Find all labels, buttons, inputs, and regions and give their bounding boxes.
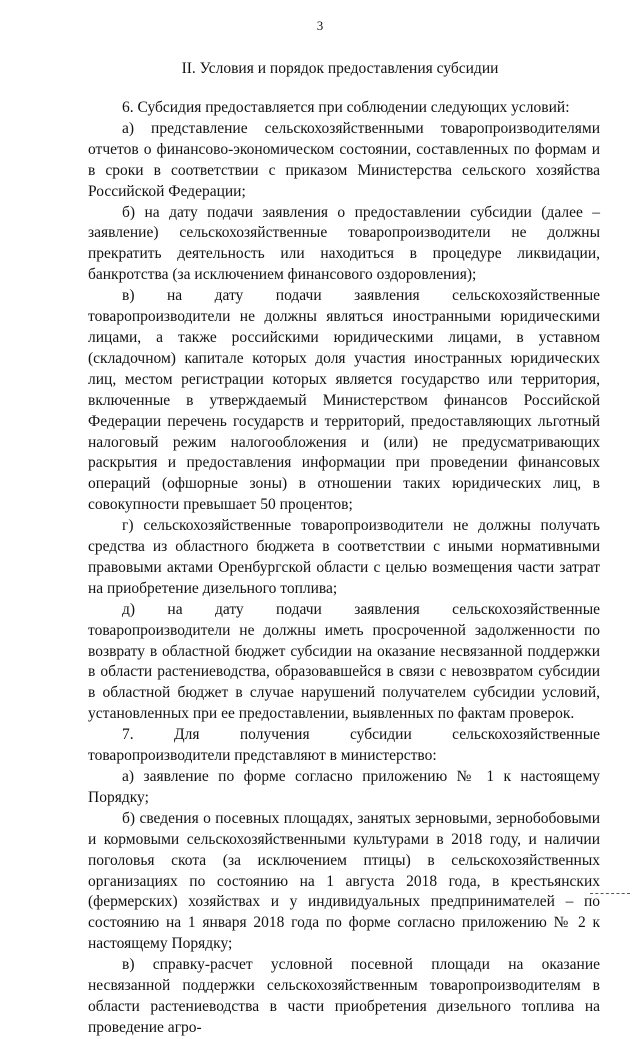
- paragraph-7v: в) справку-расчет условной посевной площади на оказание несвязанной поддержки сельскохозяйственным товаропроизводителям в области растениеводства в части приобретения дизельного топлива на проведение агро-: [88, 956, 600, 1036]
- page-number: 3: [316, 18, 324, 33]
- paragraph-6b: б) на дату подачи заявления о предоставлении субсидии (далее – заявление) сельскохозяйственные товаропроизводители не должны прекратить деятельность или находиться в процедуре ликвидации, банкротства (за исключением финансового оздоровления);: [88, 203, 600, 284]
- paragraph-6: 6. Субсидия предоставляется при соблюдении следующих условий:: [122, 99, 570, 116]
- scan-edge-mark: [590, 893, 630, 896]
- paragraph-6d: д) на дату подачи заявления сельскохозяйственные товаропроизводители не должны иметь просроченной задолженности по возврату в областной бюджет субсидии на оказание несвязанной поддержки в области растениеводства, образовавшейся в связи с невозвратом субсидии в областной бюджет в случае нарушений получателем субсидии условий, установленных при ее предоставлении, выявленных по фактам проверок.: [88, 600, 600, 723]
- paragraph-6v: в) на дату подачи заявления сельскохозяйственные товаропроизводители не должны являться иностранными юридическими лицами, а также российскими юридическими лицами, в уставном (складочном) капитале которых доля участия иностранных юридических лиц, местом регистрации которых является государство или территория, включенные в утверждаемый Министерством финансов Российской Федерации перечень государств и территорий, предоставляющих льготный налоговый режим налогообложения и (или) не предусматривающих раскрытия и предоставления информации при проведении финансовых операций (офшорные зоны) в отношении таких юридических лиц, в совокупности превышает 50 процентов;: [88, 287, 600, 514]
- paragraph-6a: а) представление сельскохозяйственными товаропроизводителями отчетов о финансово-экономическом состоянии, составленных по формам и в сроки в соответствии с приказом Министерства сельского хозяйства Российской Федерации;: [88, 119, 600, 200]
- paragraph-7a: а) заявление по форме согласно приложению № 1 к настоящему Порядку;: [88, 768, 600, 806]
- paragraph-7b: б) сведения о посевных площадях, занятых зерновыми, зернобобовыми и кормовыми сельскохозяйственными культурами в 2018 году, и наличии поголовья скота (за исключением птицы) в сельскохозяйственных организациях по состоянию на 1 августа 2018 года, в крестьянских (фермерских) хозяйствах и у индивидуальных предпринимателей – по состоянию на 1 января 2018 года по форме согласно приложению № 2 к настоящему Порядку;: [88, 809, 600, 953]
- document-body: [88, 98, 600, 1039]
- paragraph-6g: г) сельскохозяйственные товаропроизводители не должны получать средства из областного бюджета в соответствии с иными нормативными правовыми актами Оренбургской области с целью возмещения части затрат на приобретение дизельного топлива;: [88, 517, 600, 597]
- paragraph-7: 7. Для получения субсидии сельскохозяйственные товаропроизводители представляют в министерство:: [88, 726, 600, 765]
- section-title: II. Условия и порядок предоставления субсидии: [181, 60, 499, 77]
